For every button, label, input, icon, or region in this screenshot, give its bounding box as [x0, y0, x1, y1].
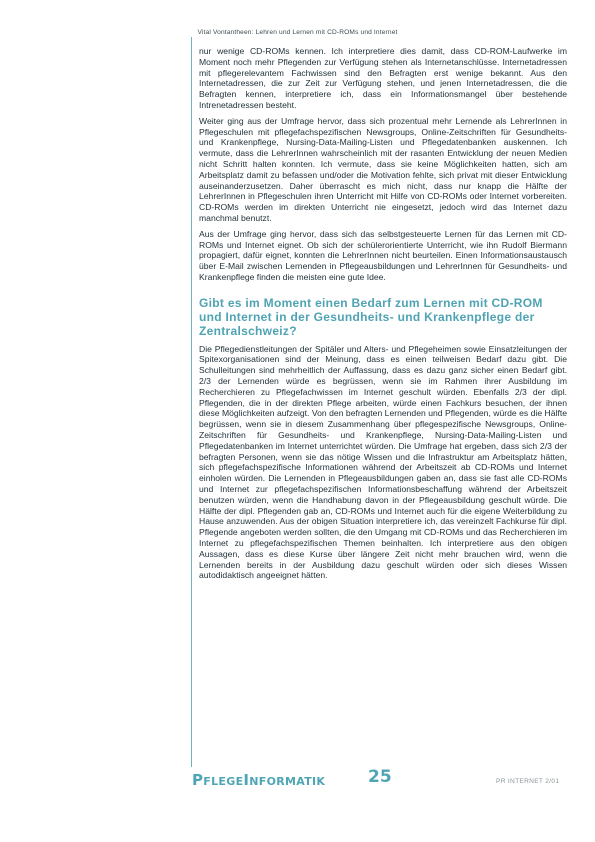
logo-letter: I: [243, 771, 250, 789]
logo-letter: P: [192, 771, 204, 789]
margin-rule: [191, 37, 192, 767]
paragraph: Weiter ging aus der Umfrage hervor, dass sich prozentual mehr Lernende als LehrerInnen in Pflegeschulen mit pflegefachspezifischen Newsgroups, Online-Zeitschriften für Gesundheits- und Krankenpflege, Nursing-Data-Mailing-Listen und Pflegedatenbanken auskennen. Ich vermute, dass die LehrerInnen wahrscheinlich mit der rasanten Entwicklung der neuen Medien nicht Schritt halten konnten. Ich vermute, dass sie keine Möglichkeiten hatten, sich am Arbeitsplatz damit zu befassen und/oder die Motivation fehlte, sich privat mit dieser Entwicklung auseinanderzusetzen. Daher überrascht es mich nicht, dass nur knapp die Hälfte der LehrerInnen in Pflegeschulen ihren Unterricht mit Hilfe von CD-ROMs oder Internet vorbereiten. CD-ROMs werden im direkten Unterricht nie eingesetzt, jedoch wird das Internet dazu manchmal benutzt.: [199, 115, 567, 223]
section-heading: Gibt es im Moment einen Bedarf zum Lernen mit CD-ROM und Internet in der Gesundheits- und Krankenpflege der Zentralschweiz?: [199, 295, 543, 339]
paragraph: Aus der Umfrage ging hervor, dass sich das selbstgesteuerte Lernen für das Lernen mit CD-ROMs und Internet eignet. Ob sich der schülerorientierte Unterricht, wie ihn Rudolf Biermann propagiert, dafür eignet, konnten die LehrerInnen nicht beurteilen. Einen Informationsaustausch über E-Mail zwischen Lernenden in Pflegeausbildungen und LehrerInnen für Gesundheits- und Krankenpflege finden die meisten eine gute Idee.: [199, 228, 567, 282]
page-number: 25: [368, 767, 392, 787]
logo-text: FLEGE: [203, 775, 244, 788]
paragraph: nur wenige CD-ROMs kennen. Ich interpretiere dies damit, dass CD-ROM-Laufwerke im Moment noch mehr Pflegenden zur Verfügung stehen als Internetanschlüsse. Internetadressen mit pflegerelevantem Fachwissen sind den Befragten erst wenige bekannt. Aus den Internetadressen, die zur Zeit zur Verfügung stehen, und jenen Internetadressen, die die Befragten kennen, interpretiere ich, dass ein Informationsmangel über bestehende Intrenetadressen besteht.: [199, 46, 567, 110]
running-header: Vital Vontantheen: Lehren und Lernen mit CD-ROMs und Internet: [197, 29, 398, 36]
journal-logo: [192, 770, 325, 789]
paragraph: Die Pflegedienstleitungen der Spitäler und Alters- und Pflegeheimen sowie Einsatzleitungen der Spitexorganisationen sind der Meinung, dass es einen teilweisen Bedarf dazu gibt. Die Schulleitungen sind mehrheitlich der Auffassung, dass es dazu ganz sicher einen Bedarf gibt. 2/3 der Lernenden würde es begrüssen, wenn sie im Rahmen ihrer Ausbildung im Recherchieren zu Pflegefachwissen im Internet geschult würden. Ebenfalls 2/3 der dipl. Pflegenden, die in der direkten Pflege arbeiten, würde einen Fachkurs besuchen, der ihnen diese Möglichkeiten aufzeigt. Von den befragten Lernenden und Pflegenden, würde es die Hälfte begrüssen, wenn sie in diesem Zusammenhang über pflegespezifische Newsgroups, Online-Zeitschriften für Gesundheits- und Krankenpflege, Nursing-Data-Mailing-Listen und Pflegedatenbanken im Internet unterrichtet würden. Die Umfrage hat ergeben, dass sich 2/3 der befragten Personen, wenn sie das nötige Wissen und die Infrastruktur am Arbeitsplatz hätten, sich pflegefachspezifische Informationen während der Arbeitszeit ab CD-ROMs und Internet einholen würden. Die Lernenden in Pflegeausbildungen gaben an, dass sie fast alle CD-ROMs und Internet zur pflegefachspezifischen Informationsbeschaffung während der Arbeitszeit benutzen würden, wenn die Handhabung davon in der Pflegeausbildung geschult würde. Die Hälfte der dipl. Pflegenden gab an, CD-ROMs und Internet auch für die eigene Weiterbildung zu Hause anzuwenden. Aus der obigen Situation interpretiere ich, das vereinzelt Fachkurse für dipl. Pflegende angeboten werden sollten, die den Umgang mit CD-ROMs und das Recherchieren im Internet zu pflegefachspezifischen Themen beinhalten. Ich interpretiere aus den obigen Aussagen, dass es diese Kurse über längere Zeit nicht mehr brauchen wird, wenn die Lernenden bereits in der Ausbildung dazu geschult würden oder sich dieses Wissen autodidaktisch angeeignet hätten.: [199, 343, 567, 581]
logo-text: NFORMATIK: [249, 775, 326, 788]
issue-label: PR INTERNET 2/01: [496, 778, 560, 785]
article-body: [199, 46, 567, 586]
